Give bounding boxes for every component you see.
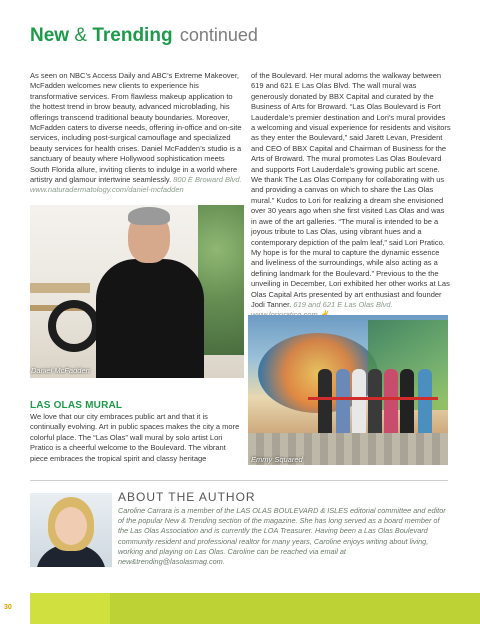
mural-heading: LAS OLAS MURAL (30, 400, 123, 411)
title-new: New (30, 25, 70, 46)
mural-ribbon-cutting-photo (248, 315, 448, 465)
author-photo (30, 493, 112, 567)
photo-caption-emmy: Emmy Squared (251, 455, 303, 464)
page-title (30, 24, 258, 47)
mcfadden-paragraph: As seen on NBC’s Access Daily and ABC’s Extreme Makeover, McFadden welcomes new clients to experience his transformative services. From flawless makeup application to the hottest trend in brow beauty, advanced microblading, his offerings transcend traditional beauty boundaries. Moreover, McFadden caters to diverse needs, offering in-office and on-site services, including post-surgical camouflage and specialized beauty services for health crises. Daniel McFadden’s studio is a sanctuary of beauty where Hollywood sophistication meets South Florida allure, inviting clients to indulge in a world where artistry and glamour intertwine seamlessly. (30, 71, 242, 185)
footer-bar-accent (110, 593, 480, 624)
daniel-mcfadden-photo (30, 205, 244, 378)
mcfadden-url[interactable]: www.naturadermatology.com/daniel-mcfadden (30, 185, 184, 195)
photo-caption-daniel: Daniel McFadden (31, 366, 90, 375)
title-trending: Trending (92, 25, 173, 46)
mural-address: 619 and 621 E Las Olas Blvd. (293, 299, 393, 309)
mural-continued-paragraph: of the Boulevard. Her mural adorns the walkway between 619 and 621 E Las Olas Blvd. The wall mural was generously donated by BBX Capital and curated by the Business of Arts for Broward. “Las Olas Boulevard is Fort Lauderdale’s premier destination and Lori’s mural provides a welcoming and visual experience for residents and visitors as they enter the Boulevard,” said Jarett Levan, President and CEO of BBX Capital and Chairman of Business for the Arts of Broward. The mural promotes Las Olas Boulevard and supports Fort Lauderdale’s growing public art scene. We thank The Las Olas Company for collaborating with us and providing a canvas on which to share the Las Olas mural.” Kudos to Lori for realizing a dream she envisioned over 30 years ago when she first visited Las Olas and was in awe of the art galleries. “The mural is intended to be a joyous tribute to Las Olas, using vibrant hues and a contemporary depiction of the palm leaf,” said Lori Pratico. My hope is for the mural to capture the dynamic essence and liveliness of the surroundings, while also acting as a defining landmark for the Boulevard.” Previous to the the unveiling in December, Lori exhibited her other works at Las Olas Capital Arts presented by art enthusiast and founder Jodi Tanner. (251, 71, 451, 309)
mural-paragraph: We love that our city embraces public art and that it is continually evolving. Art in public spaces makes the city a more colorful place. The “Las Olas” wall mural by solo artist Lori Pratico is a cheerful welcome to the Boulevard. The vibrant piece embraces the tropical spirit and classy heritage (30, 412, 240, 463)
page-number: 30 (4, 604, 12, 611)
about-author-paragraph: Caroline Carrara is a member of the LAS OLAS BOULEVARD & ISLES editorial committee and editor of the popular New & Trending section of the magazine. She has long served as a board member of the Las Olas Association and is currently the LOA Treasurer. Having been a Las Olas Boulevard community resident and professional realtor for many years, Caroline enjoys writing about living, working and playing on Las Olas. Caroline can be reached via email at new&trending@lasolasmag.com. (118, 506, 446, 567)
mcfadden-address: 800 E Broward Blvd. (173, 175, 242, 185)
about-author-heading: ABOUT THE AUTHOR (118, 490, 256, 504)
mcfadden-article (30, 71, 245, 196)
title-ampersand: & (74, 25, 88, 46)
title-continued: continued (179, 25, 258, 45)
mural-article-continued (251, 71, 451, 321)
section-divider (30, 480, 448, 481)
